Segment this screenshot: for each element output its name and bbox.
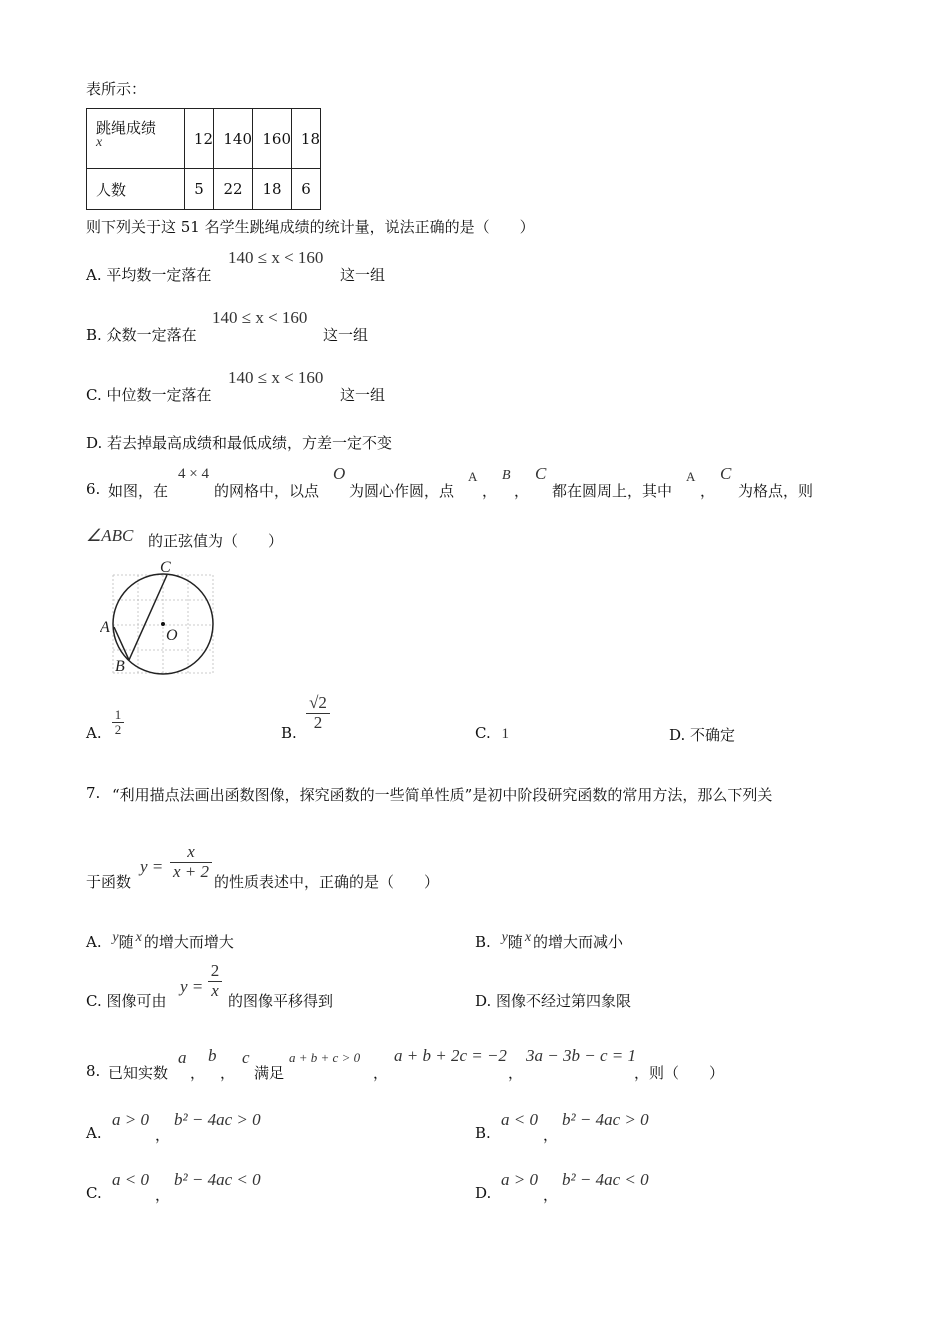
option-label: C. (86, 386, 102, 404)
table-cell: 6 (292, 169, 321, 210)
option-text: 平均数一定落在 (106, 266, 212, 284)
q5-option-c (86, 384, 212, 405)
option-text: 众数一定落在 (106, 326, 197, 344)
table-row (87, 109, 321, 169)
q6-a: A (468, 469, 478, 484)
q7-line-1: “利用描点法画出函数图像，探究函数的一些简单性质”是初中阶段研究函数的常用方法，那么下列关 (112, 786, 773, 804)
q8-option-d-1: a > 0 (501, 1170, 538, 1189)
q5-option-b-suffix: 这一组 (323, 326, 369, 344)
table-cell: 22 (214, 169, 253, 210)
option-text: 中位数一定落在 (106, 386, 212, 404)
option-text: 随 (507, 933, 523, 951)
q8-text-3: ，则（ ） (634, 1064, 725, 1082)
table-cell: 人数 (87, 169, 185, 210)
q8-option-a-2: b² − 4ac > 0 (174, 1110, 261, 1129)
q5-option-c-suffix: 这一组 (340, 386, 386, 404)
q6-option-b-frac (306, 694, 330, 732)
option-label: A. (86, 933, 102, 951)
q7-option-c (86, 990, 167, 1011)
table-cell: 140 (214, 109, 253, 169)
option-x: x (135, 930, 142, 945)
q8-option-a-label: A. (86, 1124, 102, 1142)
q8-comma: ， (155, 1186, 171, 1204)
q8-a: a (178, 1048, 187, 1067)
option-text: 的增大而减小 (533, 933, 624, 951)
q8-comma: ， (220, 1064, 236, 1082)
option-y: y (112, 930, 119, 945)
table-cell: 18 (292, 109, 321, 169)
q8-comma: ， (543, 1186, 559, 1204)
q5-option-a-suffix: 这一组 (340, 266, 386, 284)
q5-stem: 则下列关于这 51 名学生跳绳成绩的统计量，说法正确的是（ ） (86, 218, 535, 236)
frac-num: √2 (306, 694, 330, 714)
q6-option-b-label: B. (281, 724, 297, 742)
q7-text-2: 的性质表述中，正确的是（ ） (214, 873, 440, 891)
option-text: 1 (501, 726, 509, 742)
q6-c: C (535, 464, 547, 483)
table-row (87, 169, 321, 210)
function-y: y = (140, 857, 164, 876)
q8-eq-3: 3a − 3b − c = 1 (526, 1046, 636, 1065)
q8-eq-2: a + b + 2c = −2 (394, 1046, 507, 1065)
q7-option-c-y: y = (180, 977, 204, 996)
q8-text-1: 已知实数 (108, 1064, 169, 1082)
q6-comma: ， (514, 482, 530, 500)
q6-option-a-label: A. (86, 724, 102, 742)
q7-function-frac (170, 843, 212, 881)
label-b: B (115, 658, 125, 675)
q6-grid: 4 × 4 (178, 466, 209, 482)
q6-figure (100, 558, 220, 678)
q7-text-1: 于函数 (86, 873, 132, 891)
table-header-var: x (96, 135, 103, 150)
q8-num: 8. (86, 1062, 101, 1080)
intro-text: 表所示： (86, 80, 147, 98)
option-label: C. (475, 724, 491, 742)
q8-eq-1: a + b + c > 0 (289, 1050, 361, 1065)
q6-comma: ， (482, 482, 498, 500)
q6-option-d (669, 724, 735, 745)
option-y: y (501, 930, 508, 945)
q5-option-c-range: 140 ≤ x < 160 (228, 368, 324, 387)
q6-comma: ， (700, 482, 716, 500)
option-label: D. (86, 434, 103, 452)
q6-c2: C (720, 464, 732, 483)
option-text: 的增大而增大 (143, 933, 234, 951)
q8-option-b-label: B. (475, 1124, 491, 1142)
q8-option-c-1: a < 0 (112, 1170, 149, 1189)
q8-option-a-1: a > 0 (112, 1110, 149, 1129)
q8-c: c (242, 1048, 250, 1067)
q6-text-3: 为圆心作圆，点 (349, 482, 455, 500)
table-cell: 12 (185, 109, 214, 169)
q8-text-2: 满足 (254, 1064, 285, 1082)
option-x: x (524, 930, 532, 945)
option-label: D. (475, 992, 492, 1010)
q7-option-a (86, 930, 234, 952)
center-point (161, 622, 165, 626)
q6-option-c (475, 724, 509, 743)
option-label: C. (86, 992, 102, 1010)
q6-b: B (502, 468, 511, 483)
q8-option-b-1: a < 0 (501, 1110, 538, 1129)
q6-angle: ∠ABC (86, 526, 134, 545)
q8-comma: ， (508, 1064, 524, 1082)
label-o: O (166, 627, 178, 644)
option-label: D. (669, 726, 686, 744)
option-text: 若去掉最高成绩和最低成绩，方差一定不变 (107, 434, 393, 452)
q6-text-1: 如图，在 (108, 482, 169, 500)
q8-option-b-2: b² − 4ac > 0 (562, 1110, 649, 1129)
q7-option-c-text: 的图像平移得到 (228, 992, 334, 1010)
q7-option-b (475, 930, 623, 952)
frac-den: 2 (313, 712, 323, 732)
label-a: A (100, 619, 110, 636)
q6-text-6: 的正弦值为（ ） (148, 532, 284, 550)
label-c: C (160, 559, 171, 576)
score-table (86, 108, 321, 210)
q8-comma: ， (190, 1064, 206, 1082)
frac-den: x + 2 (172, 861, 210, 881)
option-label: A. (86, 266, 102, 284)
frac-num: x (170, 843, 212, 863)
q8-option-c-2: b² − 4ac < 0 (174, 1170, 261, 1189)
option-text: 不确定 (690, 726, 736, 744)
q5-option-a-range: 140 ≤ x < 160 (228, 248, 324, 267)
option-text: 随 (118, 933, 134, 951)
q6-num: 6. (86, 480, 101, 498)
q7-option-c-frac (208, 962, 222, 1000)
table-cell: 5 (185, 169, 214, 210)
option-label: B. (86, 326, 102, 344)
q8-b: b (208, 1046, 217, 1065)
q8-option-c-label: C. (86, 1184, 102, 1202)
table-cell: 160 (253, 109, 292, 169)
table-header-cell (87, 109, 185, 169)
q5-option-b (86, 324, 197, 345)
q5-option-b-range: 140 ≤ x < 160 (212, 308, 308, 327)
q8-comma: ， (543, 1126, 559, 1144)
frac-den: x (211, 980, 219, 1000)
q7-function (140, 857, 163, 877)
q6-text-2: 的网格中，以点 (214, 482, 320, 500)
frac-num: 1 (112, 708, 124, 723)
q6-a2: A (686, 469, 696, 484)
option-text: 图像可由 (106, 992, 167, 1010)
frac-num: 2 (208, 962, 222, 982)
option-label: B. (475, 933, 491, 951)
q6-text-5: 为格点，则 (738, 482, 814, 500)
segment-bc (129, 575, 167, 660)
option-text: 图像不经过第四象限 (496, 992, 632, 1010)
table-cell: 18 (253, 169, 292, 210)
q5-option-d (86, 432, 392, 453)
q6-text-4: 都在圆周上，其中 (552, 482, 673, 500)
q7-option-d (475, 990, 631, 1011)
q8-comma: ， (373, 1064, 389, 1082)
q6-option-a-frac (112, 708, 124, 738)
q8-option-d-label: D. (475, 1184, 492, 1202)
q7-num: 7. (86, 784, 101, 802)
table-header-label: 跳绳成绩 (96, 119, 157, 137)
q6-o: O (333, 464, 346, 483)
q8-option-d-2: b² − 4ac < 0 (562, 1170, 649, 1189)
q8-comma: ， (155, 1126, 171, 1144)
frac-den: 2 (114, 722, 122, 738)
q5-option-a (86, 264, 211, 285)
